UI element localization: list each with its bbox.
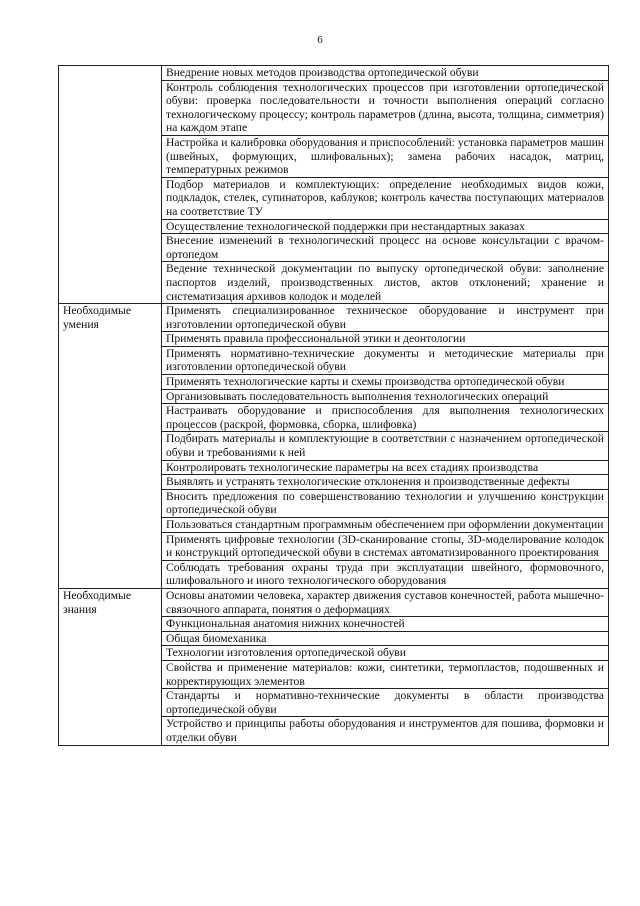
table-cell-item: Основы анатомии человека, характер движения суставов конечностей, работа мышечно-связочного аппарата, понятия о деформациях — [162, 588, 609, 616]
table-cell-item: Внесение изменений в технологический процесс на основе консультации с врачом-ортопедом — [162, 234, 609, 262]
table-cell-item: Применять специализированное техническое оборудование и инструмент при изготовлении ортопедической обуви — [162, 304, 609, 332]
page-number: 6 — [317, 34, 323, 46]
table-cell-item: Настраивать оборудование и приспособления для выполнения технологических процессов (раскрой, формовка, сборка, шлифовка) — [162, 404, 609, 432]
table-cell-item: Соблюдать требования охраны труда при эксплуатации швейного, формовочного, шлифовального и иного технологического оборудования — [162, 560, 609, 588]
table-cell-item: Организовывать последовательность выполнения технологических операций — [162, 389, 609, 404]
table-cell-item: Ведение технической документации по выпуску ортопедической обуви: заполнение паспортов изделий, производственных листов, актов отклонений; хранение и систематизация архивов колодок и моделей — [162, 262, 609, 304]
table-cell-item: Применять правила профессиональной этики и деонтологии — [162, 332, 609, 347]
section-label: Необходимые знания — [59, 588, 162, 745]
table-row — [59, 66, 609, 81]
section-label: Необходимые умения — [59, 304, 162, 589]
table-cell-item: Выявлять и устранять технологические отклонения и производственные дефекты — [162, 475, 609, 490]
table-cell-item: Подбирать материалы и комплектующие в соответствии с назначением ортопедической обуви и требованиями к ней — [162, 432, 609, 460]
competency-table — [58, 65, 609, 746]
competency-table-body — [59, 66, 609, 746]
table-cell-item: Вносить предложения по совершенствованию технологии и улучшению конструкции ортопедической обуви — [162, 489, 609, 517]
table-cell-item: Внедрение новых методов производства ортопедической обуви — [162, 66, 609, 81]
table-row — [59, 588, 609, 616]
table-cell-item: Пользоваться стандартным программным обеспечением при оформлении документации — [162, 518, 609, 533]
table-cell-item: Технологии изготовления ортопедической обуви — [162, 646, 609, 661]
table-cell-item: Свойства и применение материалов: кожи, синтетики, термопластов, подошвенных и корректирующих элементов — [162, 660, 609, 688]
table-cell-item: Применять цифровые технологии (3D-сканирование стопы, 3D-моделирование колодок и конструкций ортопедической обуви в системах автоматизированного проектирования — [162, 532, 609, 560]
table-cell-item: Стандарты и нормативно-технические документы в области производства ортопедической обуви — [162, 689, 609, 717]
table-cell-item: Устройство и принципы работы оборудования и инструментов для пошива, формовки и отделки обуви — [162, 717, 609, 745]
section-label — [59, 66, 162, 304]
table-row — [59, 304, 609, 332]
table-cell-item: Контролировать технологические параметры на всех стадиях производства — [162, 460, 609, 475]
table-cell-item: Применять нормативно-технические документы и методические материалы при изготовлении ортопедической обуви — [162, 346, 609, 374]
table-cell-item: Настройка и калибровка оборудования и приспособлений: установка параметров машин (швейных, формующих, шлифовальных); замена рабочих насадок, матриц, температурных режимов — [162, 135, 609, 177]
table-cell-item: Подбор материалов и комплектующих: определение необходимых видов кожи, подкладок, стелек, супинаторов, каблуков; контроль качества поступающих материалов на соответствие ТУ — [162, 177, 609, 219]
table-cell-item: Контроль соблюдения технологических процессов при изготовлении ортопедической обуви: проверка последовательности и точности выполнения операций согласно технологическому процессу; контроль параметров (длина, высота, толщина, симметрия) на каждом этапе — [162, 80, 609, 135]
table-cell-item: Общая биомеханика — [162, 631, 609, 646]
table-cell-item: Применять технологические карты и схемы производства ортопедической обуви — [162, 375, 609, 390]
table-cell-item: Функциональная анатомия нижних конечностей — [162, 617, 609, 632]
table-cell-item: Осуществление технологической поддержки при нестандартных заказах — [162, 219, 609, 234]
